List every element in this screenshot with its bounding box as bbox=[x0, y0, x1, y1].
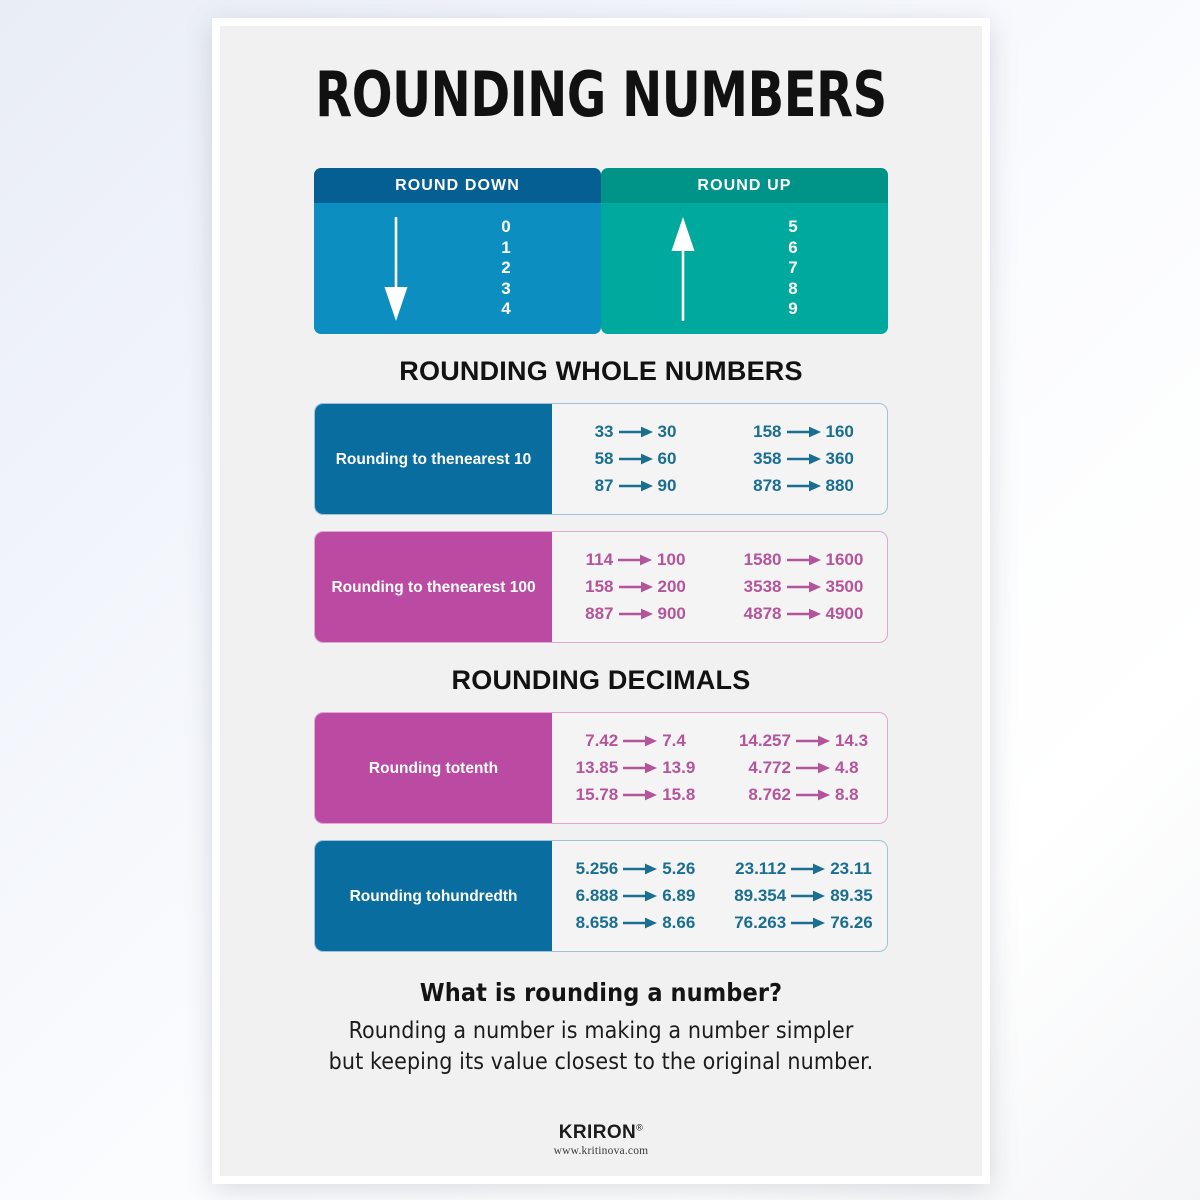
example-row-to-hundredth bbox=[314, 840, 888, 952]
example-to: 880 bbox=[825, 476, 854, 495]
example-from: 89.354 bbox=[734, 886, 787, 905]
up-arrow-icon bbox=[663, 217, 703, 321]
example-column bbox=[729, 729, 879, 807]
section-heading-decimals: ROUNDING DECIMALS bbox=[451, 665, 751, 695]
example-to: 8.66 bbox=[662, 913, 696, 932]
rounding-example bbox=[561, 602, 711, 626]
label-line: Rounding to the bbox=[331, 578, 451, 596]
example-from: 8.762 bbox=[748, 785, 791, 804]
example-to: 4900 bbox=[825, 604, 864, 623]
example-pairs-to-tenth bbox=[552, 713, 887, 823]
poster bbox=[220, 26, 982, 1176]
arrow-icon bbox=[618, 554, 652, 566]
arrow-icon bbox=[787, 581, 821, 593]
example-from: 4878 bbox=[743, 604, 782, 623]
arrow-icon bbox=[619, 480, 653, 492]
example-from: 114 bbox=[585, 550, 614, 569]
rounding-example bbox=[729, 602, 879, 626]
page-title: ROUNDING NUMBERS bbox=[315, 58, 887, 131]
example-to: 360 bbox=[825, 449, 854, 468]
example-column bbox=[729, 857, 879, 935]
example-from: 158 bbox=[753, 422, 782, 441]
example-from: 358 bbox=[753, 449, 782, 468]
example-from: 23.112 bbox=[735, 859, 787, 878]
label-line: Rounding to the bbox=[335, 450, 455, 468]
example-pairs-to-hundredth bbox=[552, 841, 887, 951]
rounding-example bbox=[729, 857, 879, 881]
example-to: 160 bbox=[825, 422, 854, 441]
explanation-block bbox=[220, 978, 982, 1078]
explanation-question: What is rounding a number? bbox=[419, 978, 783, 1007]
rounding-direction-row bbox=[314, 168, 888, 334]
label-line: nearest 10 bbox=[454, 450, 532, 468]
example-to: 89.35 bbox=[830, 886, 873, 905]
example-to: 76.26 bbox=[830, 913, 873, 932]
arrow-icon bbox=[796, 735, 830, 747]
rounding-example bbox=[729, 756, 879, 780]
example-to: 4.8 bbox=[834, 758, 859, 777]
example-from: 14.257 bbox=[738, 731, 791, 750]
example-from: 87 bbox=[594, 476, 614, 495]
arrow-icon bbox=[787, 453, 821, 465]
example-to: 200 bbox=[657, 577, 686, 596]
example-column bbox=[561, 857, 711, 935]
example-to: 7.4 bbox=[662, 731, 686, 750]
example-row-to-tenth bbox=[314, 712, 888, 824]
rounding-example bbox=[729, 447, 879, 471]
round-up-body bbox=[601, 203, 888, 334]
arrow-icon bbox=[796, 789, 830, 801]
round-down-body bbox=[314, 203, 601, 334]
explanation-line-2: but keeping its value closest to the original number. bbox=[328, 1049, 874, 1075]
example-to: 90 bbox=[657, 476, 677, 495]
arrow-icon bbox=[791, 863, 825, 875]
example-column bbox=[561, 729, 711, 807]
arrow-icon bbox=[787, 554, 821, 566]
arrow-icon bbox=[619, 453, 653, 465]
round-up-card bbox=[601, 168, 888, 334]
brand-url: www.kritinova.com bbox=[553, 1145, 649, 1157]
rounding-example bbox=[561, 911, 711, 935]
arrow-icon bbox=[796, 762, 830, 774]
example-to: 100 bbox=[657, 550, 686, 569]
down-arrow-icon bbox=[376, 217, 416, 321]
example-to: 900 bbox=[657, 604, 686, 623]
arrow-icon bbox=[623, 917, 657, 929]
rounding-example bbox=[729, 911, 879, 935]
footer-logo bbox=[220, 1122, 982, 1157]
example-row-label-nearest-100 bbox=[315, 532, 552, 642]
arrow-icon bbox=[623, 890, 657, 902]
rounding-example bbox=[561, 575, 711, 599]
arrow-icon bbox=[787, 608, 821, 620]
rounding-example bbox=[561, 447, 711, 471]
brand-name bbox=[559, 1122, 643, 1144]
example-column bbox=[729, 420, 879, 498]
label-line: nearest 100 bbox=[450, 578, 536, 596]
label-line: Rounding to bbox=[349, 887, 441, 905]
rounding-example bbox=[561, 729, 711, 753]
rounding-example bbox=[561, 857, 711, 881]
arrow-icon bbox=[787, 426, 821, 438]
example-from: 5.256 bbox=[575, 859, 619, 878]
example-row-label-to-tenth bbox=[315, 713, 552, 823]
example-from: 1580 bbox=[743, 550, 782, 569]
rounding-example bbox=[729, 575, 879, 599]
example-from: 33 bbox=[594, 422, 614, 441]
rounding-example bbox=[561, 474, 711, 498]
example-to: 30 bbox=[657, 422, 677, 441]
example-pairs-nearest-100 bbox=[552, 532, 887, 642]
arrow-icon bbox=[791, 917, 825, 929]
rounding-example bbox=[561, 420, 711, 444]
round-up-heading: ROUND UP bbox=[601, 168, 888, 203]
example-from: 158 bbox=[585, 577, 614, 596]
round-down-digits: 0 1 2 3 4 bbox=[501, 217, 511, 318]
example-from: 878 bbox=[753, 476, 782, 495]
trademark-symbol: ® bbox=[636, 1122, 644, 1133]
rounding-example bbox=[561, 548, 711, 572]
example-to: 13.9 bbox=[662, 758, 696, 777]
example-to: 6.89 bbox=[662, 886, 696, 905]
round-down-heading: ROUND DOWN bbox=[314, 168, 601, 203]
example-to: 23.11 bbox=[830, 859, 872, 878]
example-from: 58 bbox=[594, 449, 614, 468]
arrow-icon bbox=[619, 426, 653, 438]
example-from: 15.78 bbox=[575, 785, 619, 804]
example-column bbox=[561, 548, 711, 626]
example-from: 887 bbox=[585, 604, 614, 623]
example-to: 5.26 bbox=[662, 859, 696, 878]
example-from: 8.658 bbox=[575, 913, 619, 932]
example-to: 60 bbox=[657, 449, 677, 468]
arrow-icon bbox=[791, 890, 825, 902]
example-row-nearest-100 bbox=[314, 531, 888, 643]
example-row-label-to-hundredth bbox=[315, 841, 552, 951]
rounding-example bbox=[729, 420, 879, 444]
example-from: 7.42 bbox=[585, 731, 619, 750]
round-down-card bbox=[314, 168, 601, 334]
arrow-icon bbox=[619, 608, 653, 620]
example-from: 13.85 bbox=[575, 758, 619, 777]
rounding-example bbox=[729, 548, 879, 572]
example-from: 3538 bbox=[743, 577, 782, 596]
arrow-icon bbox=[623, 863, 657, 875]
example-to: 8.8 bbox=[834, 785, 859, 804]
example-from: 6.888 bbox=[575, 886, 619, 905]
example-to: 14.3 bbox=[834, 731, 869, 750]
arrow-icon bbox=[619, 581, 653, 593]
rounding-example bbox=[561, 783, 711, 807]
rounding-example bbox=[729, 783, 879, 807]
rounding-example bbox=[729, 729, 879, 753]
arrow-icon bbox=[787, 480, 821, 492]
label-line: hundredth bbox=[440, 887, 518, 905]
arrow-icon bbox=[623, 789, 657, 801]
rounding-example bbox=[729, 474, 879, 498]
arrow-icon bbox=[623, 762, 657, 774]
label-line: Rounding to bbox=[368, 759, 461, 777]
label-line: tenth bbox=[460, 759, 499, 777]
example-from: 4.772 bbox=[748, 758, 791, 777]
example-column bbox=[561, 420, 711, 498]
example-to: 15.8 bbox=[662, 785, 696, 804]
explanation-line-1: Rounding a number is making a number simpler bbox=[348, 1018, 854, 1044]
round-up-digits: 5 6 7 8 9 bbox=[788, 217, 798, 318]
section-heading-whole-numbers: ROUNDING WHOLE NUMBERS bbox=[399, 356, 803, 386]
example-column bbox=[729, 548, 879, 626]
rounding-example bbox=[561, 756, 711, 780]
example-pairs-nearest-10 bbox=[552, 404, 887, 514]
example-to: 3500 bbox=[825, 577, 864, 596]
example-row-nearest-10 bbox=[314, 403, 888, 515]
arrow-icon bbox=[623, 735, 657, 747]
sections-container bbox=[220, 356, 982, 952]
rounding-example bbox=[561, 884, 711, 908]
rounding-example bbox=[729, 884, 879, 908]
example-row-label-nearest-10 bbox=[315, 404, 552, 514]
example-to: 1600 bbox=[825, 550, 864, 569]
brand-text: KRIRON bbox=[558, 1122, 637, 1143]
example-from: 76.263 bbox=[734, 913, 787, 932]
